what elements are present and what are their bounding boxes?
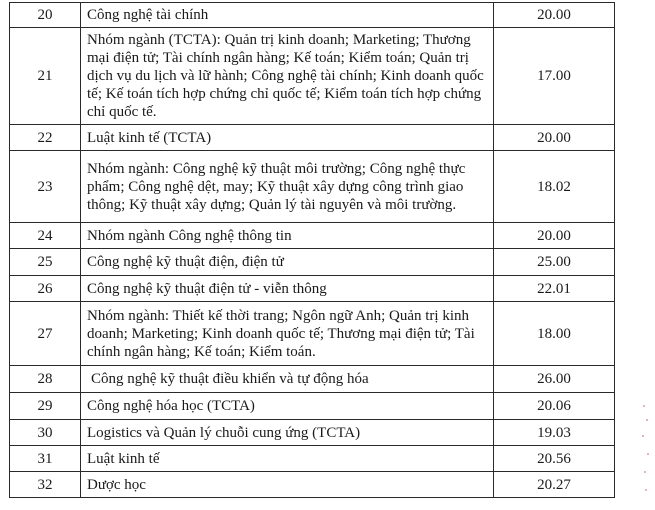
major-name: Công nghệ hóa học (TCTA) xyxy=(81,393,494,420)
admission-score: 20.27 xyxy=(494,472,615,498)
admission-score: 20.00 xyxy=(494,223,615,249)
admission-score: 20.06 xyxy=(494,393,615,420)
table-row xyxy=(10,151,615,223)
table-row xyxy=(10,420,615,446)
major-name: Công nghệ kỹ thuật điện, điện tử xyxy=(81,249,494,276)
major-name: Nhóm ngành: Công nghệ kỹ thuật môi trường; Công nghệ thực phẩm; Công nghệ dệt, may; Kỹ thuật xây dựng công trình giao thông; Kỹ thuật xây dựng; Quản lý tài nguyên và môi trường. xyxy=(81,151,494,223)
table-row xyxy=(10,302,615,366)
major-name: Luật kinh tế xyxy=(81,446,494,472)
admission-score: 17.00 xyxy=(494,28,615,125)
row-number: 21 xyxy=(10,28,81,125)
admission-score-table xyxy=(9,2,615,498)
major-name: Nhóm ngành (TCTA): Quản trị kinh doanh; Marketing; Thương mại điện tử; Tài chính ngân hàng; Kế toán; Kiểm toán; Quản trị dịch vụ du lịch và lữ hành; Công nghệ tài chính; Kinh doanh quốc tế; Kế toán tích hợp chứng chỉ quốc tế; Kiểm toán tích hợp chứng chỉ quốc tế. xyxy=(81,28,494,125)
major-name: Công nghệ kỹ thuật điều khiển và tự động hóa xyxy=(81,366,494,393)
admission-score: 20.00 xyxy=(494,3,615,28)
table-row xyxy=(10,393,615,420)
row-number: 22 xyxy=(10,125,81,151)
row-number: 32 xyxy=(10,472,81,498)
admission-score: 20.56 xyxy=(494,446,615,472)
table-row xyxy=(10,249,615,276)
row-number: 31 xyxy=(10,446,81,472)
row-number: 20 xyxy=(10,3,81,28)
row-number: 23 xyxy=(10,151,81,223)
row-number: 30 xyxy=(10,420,81,446)
row-number: 25 xyxy=(10,249,81,276)
row-number: 24 xyxy=(10,223,81,249)
table-row xyxy=(10,446,615,472)
table-row xyxy=(10,3,615,28)
table-row xyxy=(10,276,615,302)
table-row xyxy=(10,125,615,151)
table-row xyxy=(10,366,615,393)
admission-score: 26.00 xyxy=(494,366,615,393)
row-number: 27 xyxy=(10,302,81,366)
major-name: Công nghệ kỹ thuật điện tử - viễn thông xyxy=(81,276,494,302)
table-row xyxy=(10,28,615,125)
admission-score: 25.00 xyxy=(494,249,615,276)
major-name: Luật kinh tế (TCTA) xyxy=(81,125,494,151)
major-name: Nhóm ngành: Thiết kế thời trang; Ngôn ngữ Anh; Quản trị kinh doanh; Marketing; Kinh doanh quốc tế; Thương mại điện tử; Tài chính ngân hàng; Kế toán; Kiểm toán. xyxy=(81,302,494,366)
admission-score: 18.02 xyxy=(494,151,615,223)
admission-score: 22.01 xyxy=(494,276,615,302)
major-name: Logistics và Quản lý chuỗi cung ứng (TCTA) xyxy=(81,420,494,446)
major-name: Công nghệ tài chính xyxy=(81,3,494,28)
scan-artifact-marks xyxy=(641,405,651,505)
major-name: Dược học xyxy=(81,472,494,498)
major-name: Nhóm ngành Công nghệ thông tin xyxy=(81,223,494,249)
row-number: 26 xyxy=(10,276,81,302)
table-row xyxy=(10,472,615,498)
row-number: 28 xyxy=(10,366,81,393)
row-number: 29 xyxy=(10,393,81,420)
admission-score: 20.00 xyxy=(494,125,615,151)
admission-score: 19.03 xyxy=(494,420,615,446)
admission-score: 18.00 xyxy=(494,302,615,366)
table-row xyxy=(10,223,615,249)
